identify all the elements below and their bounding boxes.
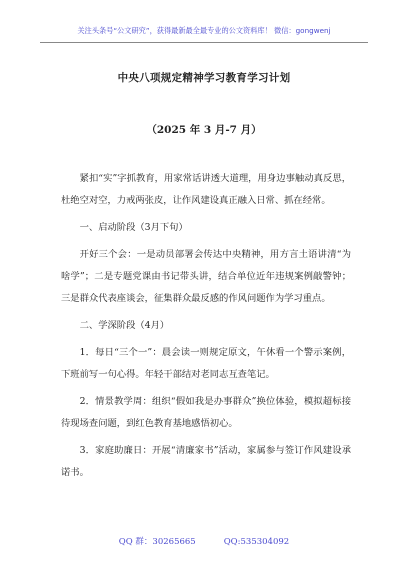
intro-paragraph: 紧扣“实”字抓教育，用家常话讲透大道理，用身边事触动真反思，杜绝空对空，力戒两张皮，让作风建设真正融入日常、抓在经常。 xyxy=(61,173,351,206)
section-heading: 一、启动阶段（3月下旬） xyxy=(79,222,188,233)
header-notice: 关注头条号“公文研究”，获得最新最全最专业的公文资料库！ 微信：gongwenj xyxy=(77,26,331,35)
body-paragraph: 1．每日“三个一”：晨会读一则规定原文，午休看一个警示案例，下班前写一句心得。年轻干部结对老同志互查笔记。 xyxy=(61,347,351,380)
section-heading: 二、学深阶段（4月） xyxy=(79,320,170,331)
header-divider xyxy=(40,42,368,43)
document-title: 中央八项规定精神学习教育学习计划 xyxy=(117,72,291,84)
document-subtitle: （2025 年 3 月-7 月） xyxy=(146,124,262,136)
body-paragraph: 3．家庭助廉日：开展“清廉家书”活动，家属参与签订作风建设承诺书。 xyxy=(61,445,351,478)
qq-group-link[interactable]: QQ 群：30265665 xyxy=(118,537,196,547)
body-paragraph: 2．情景教学周：组织“假如我是办事群众”换位体验，模拟超标接待现场查问题，到红色教育基地感悟初心。 xyxy=(61,396,351,429)
document-body xyxy=(61,168,351,489)
body-paragraph: 开好三个会：一是动员部署会传达中央精神，用方言土语讲清“为啥学”；二是专题党课由书记带头讲，结合单位近年违规案例敲警钟；三是群众代表座谈会，征集群众最反感的作风问题作为学习重点。 xyxy=(61,249,351,304)
qq-contact-link[interactable]: QQ:535304092 xyxy=(223,537,290,547)
footer-contact xyxy=(0,535,408,547)
